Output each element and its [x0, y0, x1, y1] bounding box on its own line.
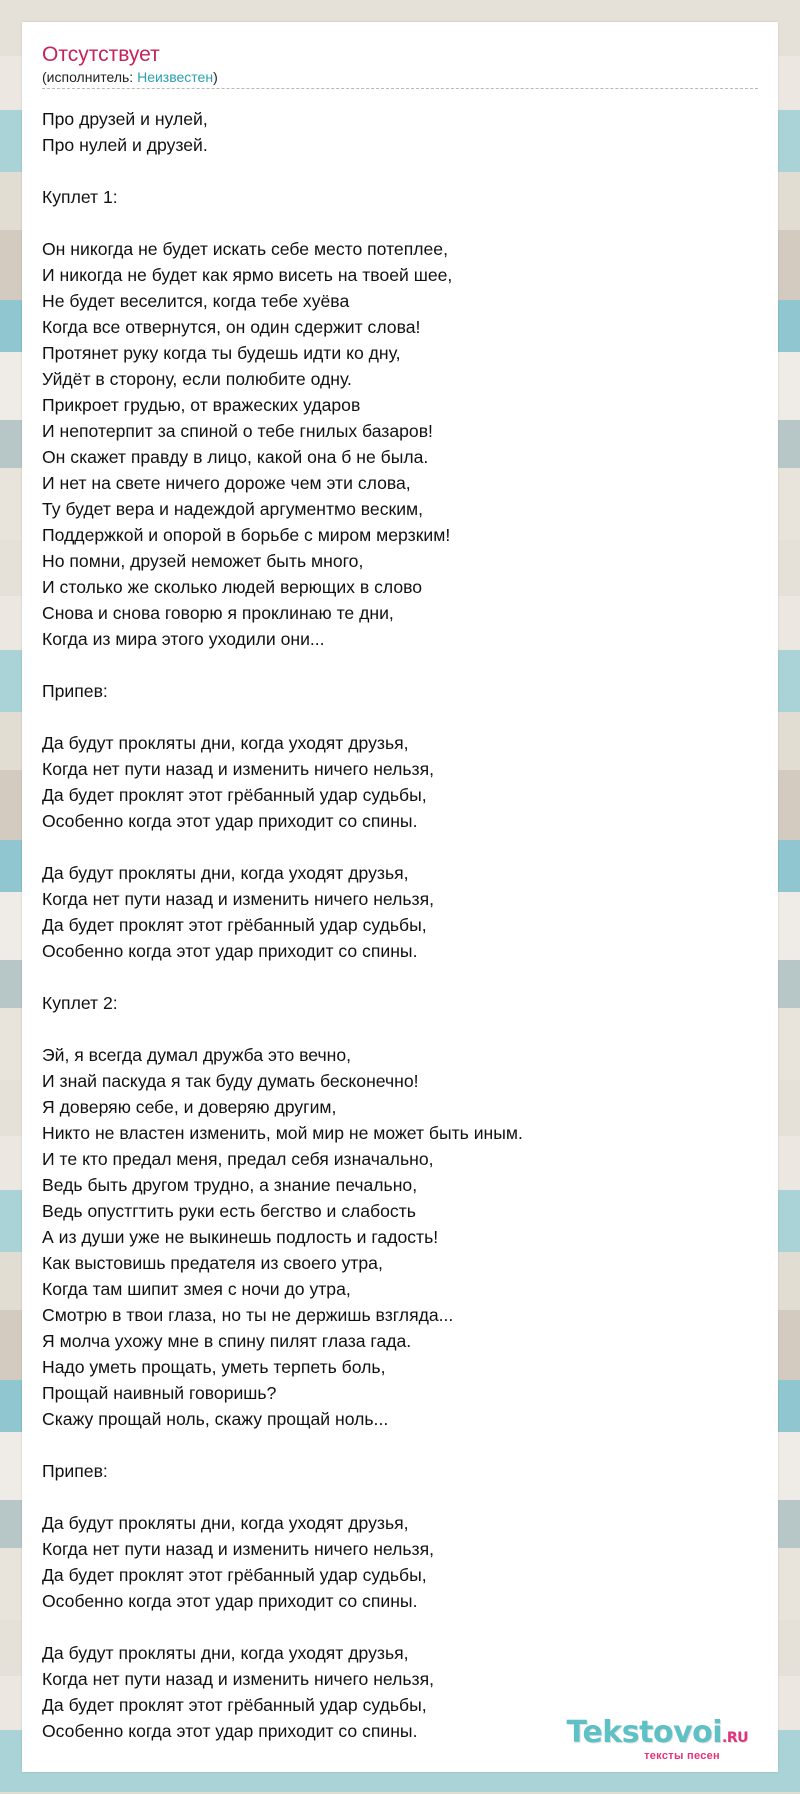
- lyric-line: Но помни, друзей неможет быть много,: [42, 551, 364, 571]
- lyric-line: Припев:: [42, 681, 108, 701]
- lyric-line: Про друзей и нулей,: [42, 109, 208, 129]
- lyric-line: Когда нет пути назад и изменить ничего нельзя,: [42, 1539, 435, 1559]
- lyric-line: Ту будет вера и надеждой аргументмо веским,: [42, 499, 424, 519]
- lyric-line: Смотрю в твои глаза, но ты не держишь взгляда...: [42, 1305, 454, 1325]
- lyric-line: Уйдёт в сторону, если полюбите одну.: [42, 369, 352, 389]
- logo-name: Tekstovoi: [566, 1715, 723, 1750]
- lyric-line: И никогда не будет как ярмо висеть на твоей шее,: [42, 265, 453, 285]
- artist-prefix: (исполнитель:: [42, 69, 138, 85]
- lyric-line: И те кто предал меня, предал себя изначально,: [42, 1149, 434, 1169]
- lyric-line: И нет на свете ничего дороже чем эти слова,: [42, 473, 411, 493]
- lyric-line: Про нулей и друзей.: [42, 135, 208, 155]
- lyric-line: Особенно когда этот удар приходит со спины.: [42, 1591, 418, 1611]
- lyric-line: Поддержкой и опорой в борьбе с миром мерзким!: [42, 525, 451, 545]
- lyric-line: [42, 158, 758, 184]
- lyric-line: Не будет веселится, когда тебе хуёва: [42, 291, 350, 311]
- lyric-line: Да будут прокляты дни, когда уходят друзья,: [42, 1643, 409, 1663]
- lyric-line: Да будут прокляты дни, когда уходят друзья,: [42, 863, 409, 883]
- lyric-line: [42, 1614, 758, 1640]
- lyric-line: [42, 834, 758, 860]
- lyric-line: Особенно когда этот удар приходит со спины.: [42, 1721, 418, 1741]
- lyric-line: Особенно когда этот удар приходит со спины.: [42, 811, 418, 831]
- lyric-line: Припев:: [42, 1461, 108, 1481]
- lyric-line: Надо уметь прощать, уметь терпеть боль,: [42, 1357, 386, 1377]
- logo-tld: .RU: [722, 1730, 748, 1746]
- lyric-line: [42, 1432, 758, 1458]
- lyric-line: Никто не властен изменить, мой мир не может быть иным.: [42, 1123, 523, 1143]
- lyric-line: Скажу прощай ноль, скажу прощай ноль...: [42, 1409, 389, 1429]
- lyric-line: Когда нет пути назад и изменить ничего нельзя,: [42, 889, 435, 909]
- lyric-line: Снова и снова говорю я проклинаю те дни,: [42, 603, 394, 623]
- lyric-line: Ведь опустгтить руки есть бегство и слабость: [42, 1201, 416, 1221]
- lyric-line: Ведь быть другом трудно, а знание печально,: [42, 1175, 418, 1195]
- lyric-line: [42, 1016, 758, 1042]
- lyric-line: Я доверяю себе, и доверяю другим,: [42, 1097, 337, 1117]
- song-title: Отсутствует: [42, 43, 160, 66]
- lyric-line: И непотерпит за спиной о тебе гнилых базаров!: [42, 421, 433, 441]
- lyric-line: Да будет проклят этот грёбанный удар судьбы,: [42, 1695, 427, 1715]
- lyric-line: [42, 652, 758, 678]
- artist-suffix: ): [213, 69, 218, 85]
- lyric-line: А из души уже не выкинешь подлость и гадость!: [42, 1227, 439, 1247]
- lyric-line: Когда все отвернутся, он один сдержит слова!: [42, 317, 421, 337]
- lyric-line: [42, 1484, 758, 1510]
- site-logo[interactable]: [566, 1717, 748, 1762]
- lyric-line: Прощай наивный говоришь?: [42, 1383, 277, 1403]
- lyric-line: Он никогда не будет искать себе место потеплее,: [42, 239, 448, 259]
- song-header: [42, 42, 758, 89]
- lyric-line: [42, 704, 758, 730]
- lyric-line: Куплет 1:: [42, 187, 118, 207]
- logo-wordmark: [566, 1717, 748, 1754]
- artist-link[interactable]: Неизвестен: [137, 69, 214, 85]
- lyric-line: Прикроет грудью, от вражеских ударов: [42, 395, 361, 415]
- lyric-line: Когда из мира этого уходили они...: [42, 629, 325, 649]
- lyric-line: Да будут прокляты дни, когда уходят друзья,: [42, 1513, 409, 1533]
- lyrics-card: [22, 22, 778, 1772]
- lyric-line: Особенно когда этот удар приходит со спины.: [42, 941, 418, 961]
- lyric-line: [42, 964, 758, 990]
- lyric-line: [42, 210, 758, 236]
- lyric-line: Да будет проклят этот грёбанный удар судьбы,: [42, 785, 427, 805]
- lyric-line: Да будут прокляты дни, когда уходят друзья,: [42, 733, 409, 753]
- lyric-line: Как выстовишь предателя из своего утра,: [42, 1253, 383, 1273]
- lyric-line: Когда там шипит змея с ночи до утра,: [42, 1279, 351, 1299]
- lyric-line: Он скажет правду в лицо, какой она б не была.: [42, 447, 429, 467]
- lyric-line: И знай паскуда я так буду думать бесконечно!: [42, 1071, 419, 1091]
- lyric-line: Протянет руку когда ты будешь идти ко дну,: [42, 343, 401, 363]
- logo-tagline: тексты песен: [644, 1750, 720, 1762]
- lyric-line: Да будет проклят этот грёбанный удар судьбы,: [42, 1565, 427, 1585]
- lyrics-body: [42, 106, 758, 1744]
- lyric-line: Когда нет пути назад и изменить ничего нельзя,: [42, 1669, 435, 1689]
- lyric-line: Да будет проклят этот грёбанный удар судьбы,: [42, 915, 427, 935]
- lyric-line: Я молча ухожу мне в спину пилят глаза гада.: [42, 1331, 412, 1351]
- lyric-line: И столько же сколько людей верющих в слово: [42, 577, 423, 597]
- lyric-line: Куплет 2:: [42, 993, 118, 1013]
- lyric-line: Эй, я всегда думал дружба это вечно,: [42, 1045, 352, 1065]
- artist-line: [42, 68, 758, 89]
- lyric-line: Когда нет пути назад и изменить ничего нельзя,: [42, 759, 435, 779]
